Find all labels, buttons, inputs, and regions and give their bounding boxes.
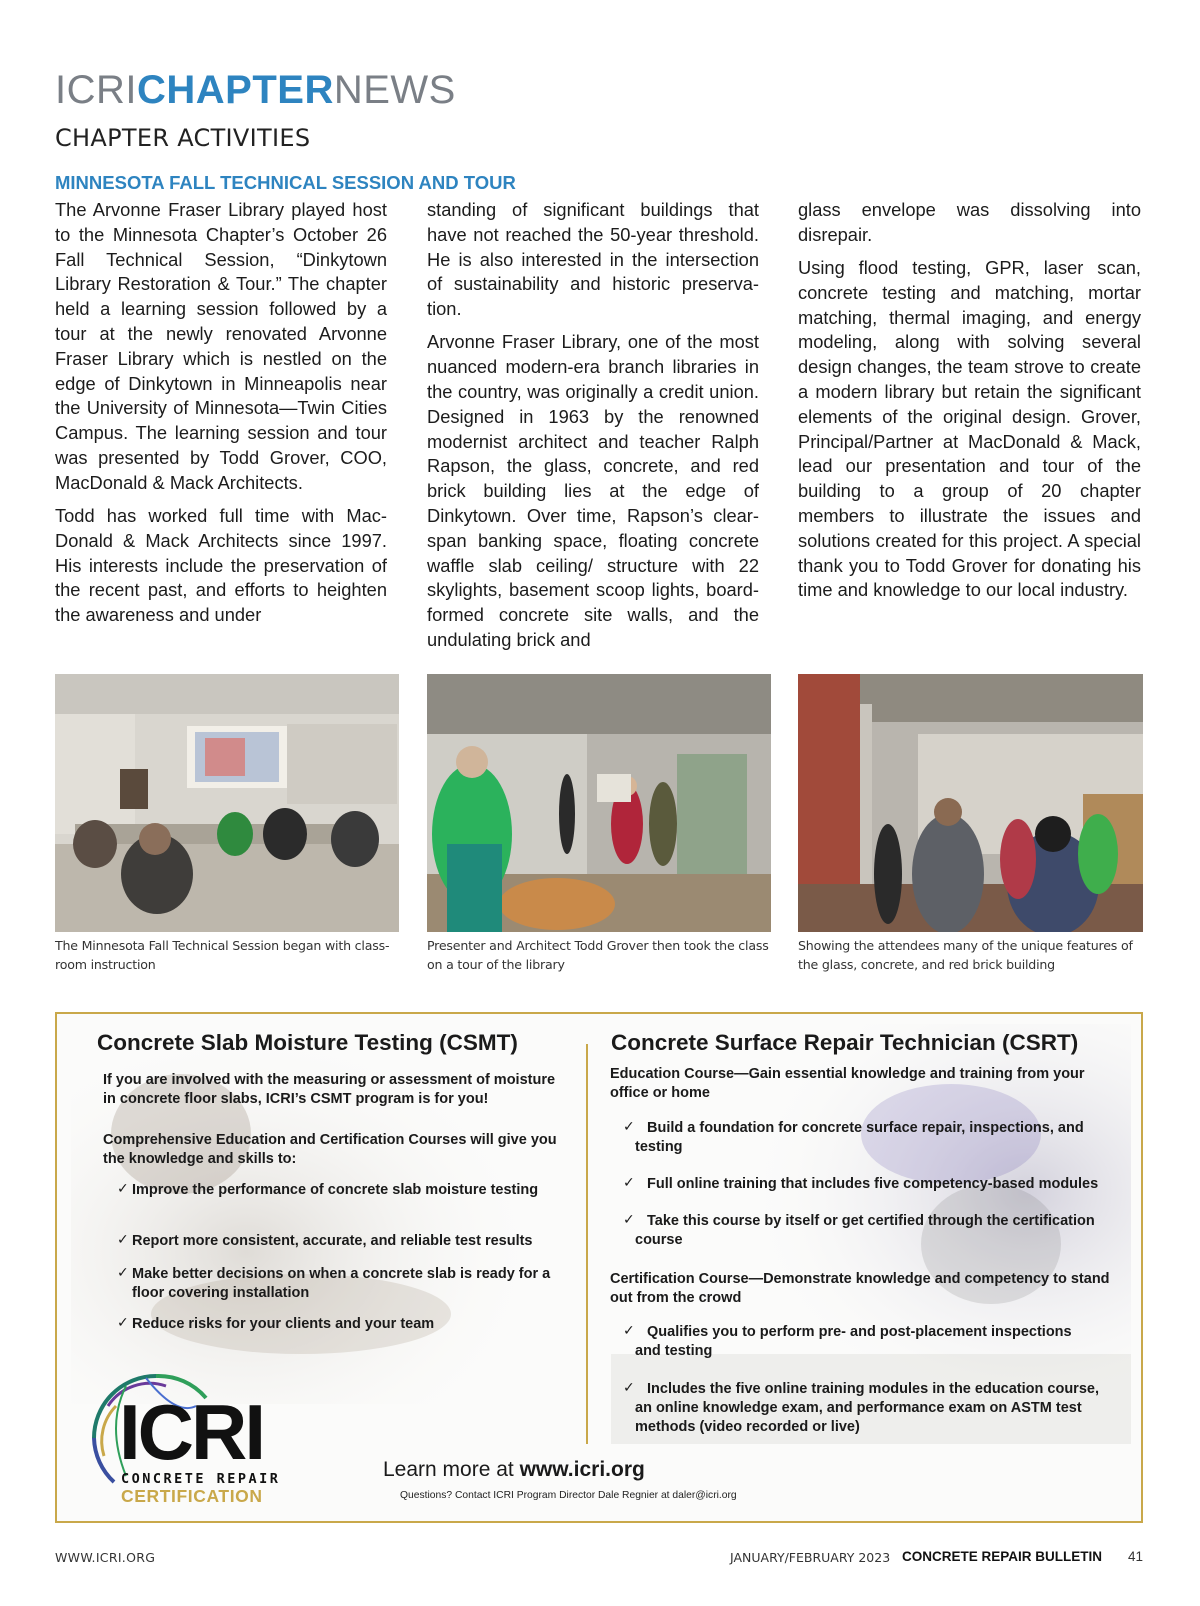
photo-caption-1: The Minnesota Fall Technical Session began with classroom instruction: [55, 938, 390, 972]
masthead: [55, 70, 456, 110]
building-features-photo: [798, 674, 1143, 932]
check-icon: ✓: [117, 1265, 129, 1281]
article-column-2: [427, 198, 759, 661]
csmt-title: Concrete Slab Moisture Testing (CSMT): [97, 1030, 518, 1055]
csmt-lead: Comprehensive Education and Certification Courses will give you the knowledge and skills to:: [103, 1132, 557, 1167]
csmt-intro: If you are involved with the measuring or assessment of moisture in concrete floor slabs, ICRI’s CSMT program is for you!: [103, 1072, 556, 1107]
masthead-news: NEWS: [333, 68, 456, 112]
photo-caption-2: Presenter and Architect Todd Grover then took the class on a tour of the library: [427, 938, 769, 972]
check-icon: ✓: [623, 1175, 635, 1191]
check-icon: ✓: [623, 1380, 635, 1396]
csrt-education-item: Full online training that includes five competency-based modules: [647, 1176, 1099, 1192]
csmt-item: Reduce risks for your clients and your team: [132, 1316, 435, 1332]
learn-more-line: [383, 1458, 645, 1482]
csmt-item: Make better decisions on when a concrete slab is ready for a floor covering installation: [132, 1266, 551, 1301]
article-paragraph: Using flood testing, GPR, laser scan, concrete testing and matching, mortar matching, thermal imaging, and energy modeling, along with solving several design changes, the team strove to create a modern library but retain the significant elements of the original design. Grover, Principal/Partner at MacDonald & Mack, lead our presentation and tour of the building to a group of 20 chapter members to illustrate the issues and solutions created for this project. A special thank you to Todd Grover for donating his time and knowledge to our local industry.: [798, 257, 1141, 601]
masthead-icri: ICRI: [55, 68, 137, 112]
check-icon: ✓: [623, 1212, 635, 1228]
footer-page-number: 41: [1128, 1549, 1144, 1564]
classroom-photo: [55, 674, 399, 932]
learn-more-link[interactable]: www.icri.org: [519, 1458, 645, 1481]
logo-concrete-repair: CONCRETE REPAIR: [121, 1471, 281, 1487]
photo-caption-3: Showing the attendees many of the unique features of the glass, concrete, and red brick building: [798, 938, 1133, 972]
csmt-item: Improve the performance of concrete slab moisture testing: [132, 1182, 539, 1198]
article-paragraph: glass envelope was dissolving into disrepair.: [798, 199, 1141, 245]
icri-logo-wordmark: ICRI: [119, 1388, 263, 1476]
article-heading: MINNESOTA FALL TECHNICAL SESSION AND TOUR: [55, 172, 516, 193]
logo-certification: CERTIFICATION: [121, 1486, 263, 1506]
article-paragraph: Arvonne Fraser Library, one of the most nuanced modern-era branch libraries in the country, was originally a credit union. Designed in 1963 by the renowned modernist architect and teacher Ralph Rapson, the glass, concrete, and red brick building lies at the edge of Dinkytown. Over time, Rapson’s clear-span banking space, floating concrete waffle slab ceiling/ structure with 22 skylights, basement scoop lights, board-formed concrete site walls, and the undulating brick and: [427, 331, 759, 651]
article-column-3: [798, 198, 1141, 612]
learn-more-prefix: Learn more at: [383, 1458, 520, 1481]
section-title: CHAPTER ACTIVITIES: [55, 124, 311, 152]
article-paragraph: Todd has worked full time with MacDonald & Mack Architects since 1997. His interests include the preservation of the recent past, and efforts to heighten the awareness and under: [55, 505, 387, 626]
csrt-certification-item: Includes the five online training modules in the education course, an online knowledge exam, and performance exam on ASTM test methods (video recorded or live): [635, 1381, 1099, 1435]
masthead-chapter: CHAPTER: [137, 68, 334, 112]
library-tour-photo: [427, 674, 771, 932]
check-icon: ✓: [623, 1119, 635, 1135]
csrt-education-heading: Education Course—Gain essential knowledge and training from your office or home: [610, 1066, 1085, 1101]
csmt-item: Report more consistent, accurate, and reliable test results: [132, 1233, 533, 1249]
article-column-1: [55, 198, 387, 637]
article-paragraph: The Arvonne Fraser Library played host to the Minnesota Chapter’s October 26 Fall Technical Session, “Dinkytown Library Restoration & Tour.” The chapter held a learning session followed by a tour at the newly renovated Arvonne Fraser Library which is nestled on the edge of Dinkytown in Minneapolis near the University of Minnesota—Twin Cities Campus. The learning session and tour was presented by Todd Grover, COO, MacDonald & Mack Architects.: [55, 199, 387, 493]
csrt-title: Concrete Surface Repair Technician (CSRT): [611, 1030, 1079, 1055]
article-paragraph: standing of significant buildings that have not reached the 50-year threshold. He is also interested in the intersection of sustainability and historic preservation.: [427, 199, 759, 320]
footer-website[interactable]: WWW.ICRI.ORG: [55, 1550, 156, 1565]
footer-issue-date: JANUARY/FEBRUARY 2023: [730, 1550, 891, 1565]
csrt-education-item: Build a foundation for concrete surface repair, inspections, and testing: [635, 1120, 1084, 1155]
check-icon: ✓: [623, 1323, 635, 1339]
contact-note: Questions? Contact ICRI Program Director Dale Regnier at daler@icri.org: [400, 1490, 737, 1501]
csrt-education-item: Take this course by itself or get certified through the certification course: [635, 1213, 1095, 1248]
check-icon: ✓: [117, 1181, 129, 1197]
check-icon: ✓: [117, 1315, 129, 1331]
check-icon: ✓: [117, 1232, 129, 1248]
promo-divider: [586, 1044, 588, 1444]
footer-publication: CONCRETE REPAIR BULLETIN: [902, 1549, 1103, 1564]
csrt-certification-heading: Certification Course—Demonstrate knowledge and competency to stand out from the crowd: [610, 1271, 1110, 1306]
csrt-certification-item: Qualifies you to perform pre- and post-placement inspections and testing: [635, 1324, 1072, 1359]
